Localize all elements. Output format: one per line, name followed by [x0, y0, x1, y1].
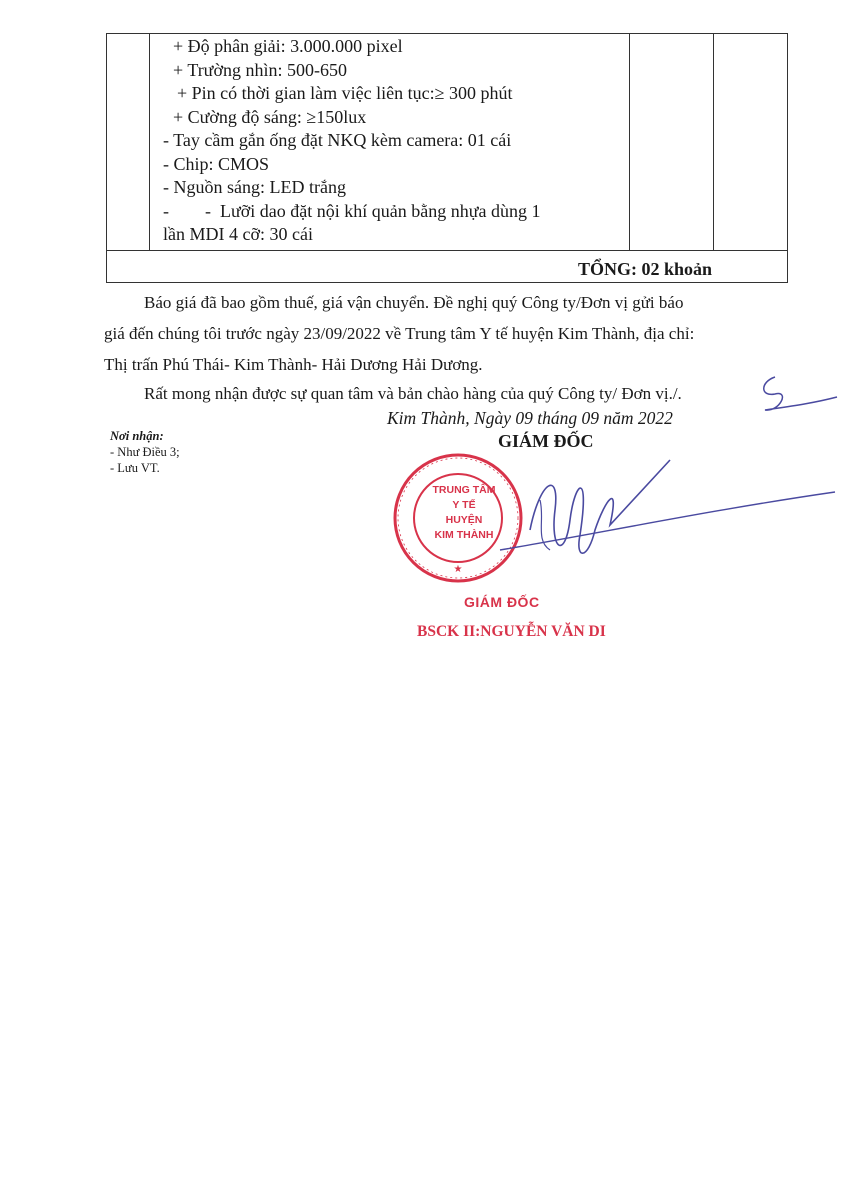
- quotation-paragraph: [104, 287, 804, 380]
- spec-line: + Pin có thời gian làm việc liên tục:≥ 300 phút: [177, 83, 513, 103]
- svg-text:★: ★: [453, 564, 463, 575]
- spec-line: - Nguồn sáng: LED trắng: [163, 177, 346, 197]
- closing-paragraph: [104, 378, 804, 409]
- spec-description: [163, 35, 623, 247]
- spec-line: + Cường độ sáng: ≥150lux: [173, 106, 367, 127]
- recipient-item: - Lưu VT.: [110, 461, 160, 475]
- director-title: GIÁM ĐỐC: [498, 431, 594, 451]
- paragraph-line: Báo giá đã bao gồm thuế, giá vận chuyển. Đề nghị quý Công ty/Đơn vị gửi báo: [144, 293, 684, 312]
- stamped-title: GIÁM ĐỐC: [464, 594, 540, 610]
- table-column-divider: [713, 34, 714, 250]
- seal-line: Y TẾ: [452, 499, 476, 511]
- spec-line: - Tay cầm gắn ống đặt NKQ kèm camera: 01 cái: [163, 130, 512, 150]
- seal-line: HUYỆN: [445, 514, 483, 526]
- paragraph-line: giá đến chúng tôi trước ngày 23/09/2022 về Trung tâm Y tế huyện Kim Thành, địa chỉ:: [104, 324, 695, 343]
- table-row-divider: [107, 250, 787, 251]
- initial-signature-icon: [755, 372, 840, 422]
- paragraph-line: Rất mong nhận được sự quan tâm và bản chào hàng của quý Công ty/ Đơn vị./.: [144, 384, 682, 403]
- spec-line: - - Lưỡi dao đặt nội khí quản bằng nhựa dùng 1: [163, 200, 541, 221]
- table-column-divider: [149, 34, 150, 250]
- seal-line: KIM THÀNH: [434, 529, 494, 541]
- recipients-heading: Nơi nhận:: [110, 429, 164, 443]
- paragraph-line: Thị trấn Phú Thái- Kim Thành- Hải Dương Hải Dương.: [104, 355, 483, 374]
- spec-line: + Trường nhìn: 500-650: [173, 59, 347, 80]
- recipients: [110, 428, 180, 476]
- date-line: Kim Thành, Ngày 09 tháng 09 năm 2022: [387, 408, 673, 428]
- stamped-signatory-name: BSCK II:NGUYỄN VĂN DI: [417, 623, 606, 640]
- recipient-item: - Như Điều 3;: [110, 445, 180, 459]
- signature-icon: [470, 440, 840, 590]
- spec-line: - Chip: CMOS: [163, 153, 270, 174]
- total-count: TỔNG: 02 khoản: [578, 259, 713, 279]
- spec-line: lần MDI 4 cỡ: 30 cái: [163, 224, 313, 244]
- table-column-divider: [629, 34, 630, 250]
- spec-line: + Độ phân giải: 3.000.000 pixel: [173, 36, 403, 56]
- seal-line: TRUNG TÂM: [432, 484, 496, 496]
